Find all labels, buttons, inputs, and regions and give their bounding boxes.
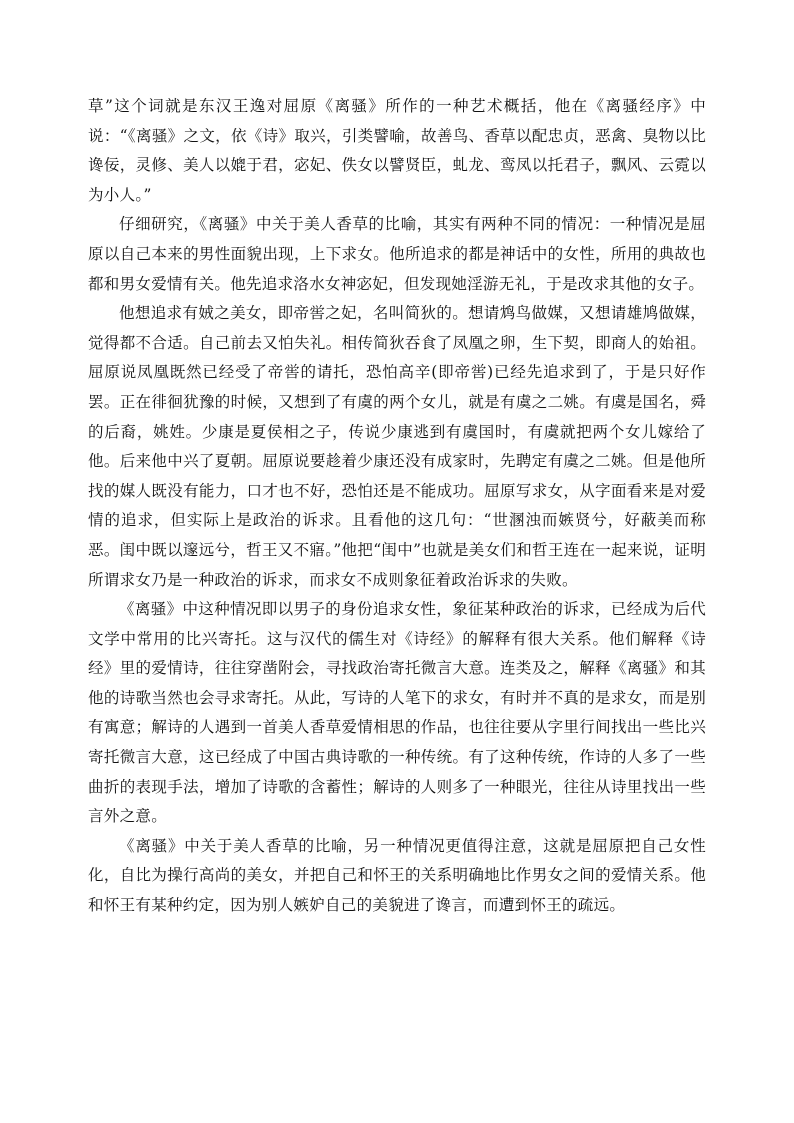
paragraph-2: 仔细研究，《离骚》中关于美人香草的比喻，其实有两种不同的情况：一种情况是屈原以自己本来的男性面貌出现，上下求女。他所追求的都是神话中的女性，所用的典故也都和男女爱情有关。他先追求洛水女神宓妃，但发现她淫游无礼，于是改求其他的女子。 bbox=[88, 215, 706, 293]
paragraph-3: 他想追求有娀之美女，即帝喾之妃，名叫简狄的。想请鸩鸟做媒，又想请雄鸠做媒，觉得都不合适。自己前去又怕失礼。相传简狄吞食了凤凰之卵，生下契，即商人的始祖。屈原说凤凰既然已经受了帝喾的请托，恐怕高辛(即帝喾)已经先追求到了，于是只好作罢。正在徘徊犹豫的时候，又想到了有虞的两个女儿，就是有虞之二姚。有虞是国名，舜的后裔，姚姓。少康是夏侯相之子，传说少康逃到有虞国时，有虞就把两个女儿嫁给了他。后来他中兴了夏朝。屈原说要趁着少康还没有成家时，先聘定有虞之二姚。但是他所找的媒人既没有能力，口才也不好，恐怕还是不能成功。屈原写求女，从字面看来是对爱情的追求，但实际上是政治的诉求。且看他的这几句：“世溷浊而嫉贤兮，好蔽美而称恶。闺中既以邃远兮，哲王又不寤。”他把“闺中”也就是美女们和哲王连在一起来说，证明所谓求女乃是一种政治的诉求，而求女不成则象征着政治诉求的失败。 bbox=[88, 304, 706, 589]
paragraph-1: 草”这个词就是东汉王逸对屈原《离骚》所作的一种艺术概括，他在《离骚经序》中说：“《离骚》之文，依《诗》取兴，引类譬喻，故善鸟、香草以配忠贞，恶禽、臭物以比谗佞，灵修、美人以媲于君，宓妃、佚女以譬贤臣，虬龙、鸾凤以托君子，飘风、云霓以为小人。” bbox=[88, 97, 706, 204]
paragraph-4: 《离骚》中这种情况即以男子的身份追求女性，象征某种政治的诉求，已经成为后代文学中常用的比兴寄托。这与汉代的儒生对《诗经》的解释有很大关系。他们解释《诗经》里的爱情诗，往往穿凿附会，寻找政治寄托微言大意。连类及之，解释《离骚》和其他的诗歌当然也会寻求寄托。从此，写诗的人笔下的求女，有时并不真的是求女，而是别有寓意；解诗的人遇到一首美人香草爱情相思的作品，也往往要从字里行间找出一些比兴寄托微言大意，这已经成了中国古典诗歌的一种传统。有了这种传统，作诗的人多了一些曲折的表现手法，增加了诗歌的含蓄性；解诗的人则多了一种眼光，往往从诗里找出一些言外之意。 bbox=[88, 600, 706, 826]
article-body bbox=[88, 92, 706, 921]
paragraph-5: 《离骚》中关于美人香草的比喻，另一种情况更值得注意，这就是屈原把自己女性化，自比为操行高尚的美女，并把自己和怀王的关系明确地比作男女之间的爱情关系。他和怀王有某种约定，因为别人嫉妒自己的美貌进了谗言，而遭到怀王的疏远。 bbox=[88, 836, 706, 915]
